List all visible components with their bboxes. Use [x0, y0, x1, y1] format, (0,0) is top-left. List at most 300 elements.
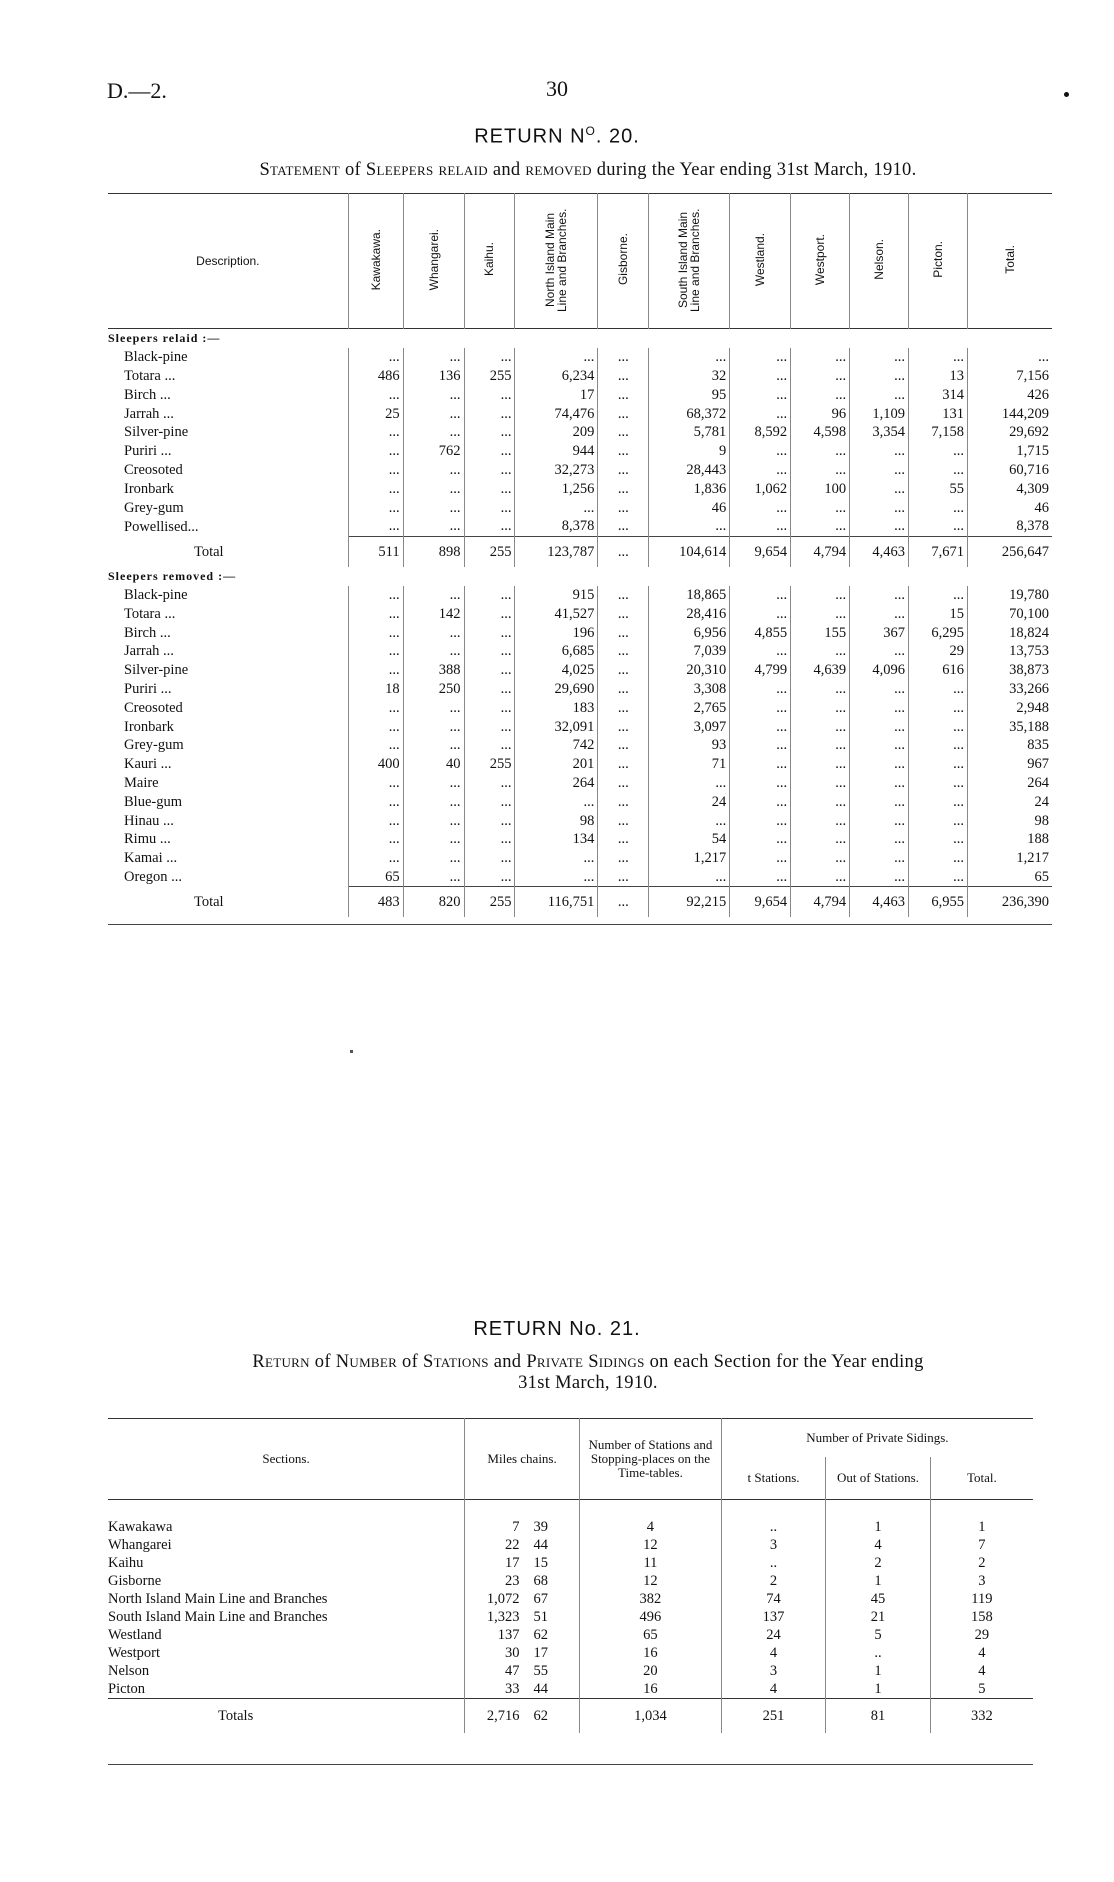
table-cell: ...	[730, 698, 791, 717]
table-cell: 33,266	[967, 680, 1052, 699]
row-label: Grey-gum	[124, 499, 184, 516]
table-cell: 820	[403, 887, 464, 918]
table-cell: ...	[850, 498, 909, 517]
stations-table	[108, 1418, 1033, 1733]
table-cell: 15	[909, 604, 968, 623]
table-cell: 32,273	[515, 461, 598, 480]
table-cell: 1,836	[649, 479, 730, 498]
table-cell: 6,295	[909, 623, 968, 642]
row-label: Black-pine	[124, 349, 188, 366]
table-cell: ...	[850, 811, 909, 830]
table-cell: ...	[791, 604, 850, 623]
table-row	[108, 1590, 1033, 1608]
table-cell: ...	[649, 348, 730, 367]
table-cell: 1,323	[465, 1608, 526, 1626]
table-cell: 134	[515, 830, 598, 849]
table-cell: ...	[909, 586, 968, 605]
table-cell: 100	[791, 479, 850, 498]
table-cell: 131	[909, 404, 968, 423]
table-cell: 255	[464, 536, 515, 567]
table-cell: 8,592	[730, 423, 791, 442]
table-cell: ...	[348, 423, 403, 442]
table-cell: ...	[909, 442, 968, 461]
table-row	[108, 404, 1052, 423]
table-cell: ...	[403, 774, 464, 793]
table-cell: 8,378	[967, 517, 1052, 536]
table-cell: 2,716	[465, 1699, 526, 1734]
table-cell: ...	[598, 536, 649, 567]
table-cell: ...	[909, 348, 968, 367]
table-cell: 1	[826, 1518, 930, 1536]
table-cell: 483	[348, 887, 403, 918]
table-cell: 35,188	[967, 717, 1052, 736]
table-row	[108, 1536, 1033, 1554]
table-cell: ...	[464, 517, 515, 536]
table-cell: ...	[403, 461, 464, 480]
total-row	[108, 887, 1052, 918]
table-cell: ...	[791, 811, 850, 830]
table-cell: ...	[850, 461, 909, 480]
table-row	[108, 1518, 1033, 1536]
table-cell: 264	[515, 774, 598, 793]
table-cell: 314	[909, 385, 968, 404]
table-cell: 22	[465, 1536, 526, 1554]
statement-word: during the Year ending 31st March, 1910.	[596, 160, 917, 180]
table-cell: ...	[791, 442, 850, 461]
table-cell: 4	[580, 1518, 722, 1536]
table-cell: ...	[730, 717, 791, 736]
section-name: Whangarei	[108, 1537, 172, 1553]
col-description: Description.	[196, 254, 260, 268]
table-cell: 9,654	[730, 536, 791, 567]
table-cell: ...	[791, 698, 850, 717]
table-cell: ...	[850, 479, 909, 498]
table-cell: ...	[464, 717, 515, 736]
table-cell: ...	[730, 868, 791, 887]
table-cell: 7,156	[967, 367, 1052, 386]
section-name: Westland	[108, 1627, 162, 1643]
table-row	[108, 604, 1052, 623]
table-cell: 47	[465, 1662, 526, 1680]
table-row	[108, 1662, 1033, 1680]
table-cell: ...	[730, 461, 791, 480]
table-cell: 511	[348, 536, 403, 567]
table-cell: 32,091	[515, 717, 598, 736]
table-cell: ...	[464, 736, 515, 755]
table-cell: 28,416	[649, 604, 730, 623]
table-cell: 92,215	[649, 887, 730, 918]
table-cell: 4	[826, 1536, 930, 1554]
table-cell: ...	[598, 423, 649, 442]
row-label: Jarrah ...	[124, 643, 174, 660]
table-cell: 8,378	[515, 517, 598, 536]
col-sections: Sections.	[262, 1451, 310, 1466]
table-cell: 46	[649, 498, 730, 517]
table-cell: ..	[826, 1644, 930, 1662]
table-cell: ...	[464, 385, 515, 404]
col-picton: Picton.	[909, 194, 968, 329]
table-cell: ...	[348, 661, 403, 680]
table-cell: 62	[526, 1699, 580, 1734]
table-cell: 616	[909, 661, 968, 680]
table-cell: 1	[826, 1662, 930, 1680]
col-miles-chains: Miles chains.	[465, 1419, 580, 1500]
table-cell: 29,690	[515, 680, 598, 699]
table-cell: ...	[649, 811, 730, 830]
table-cell: 255	[464, 887, 515, 918]
row-label: Silver-pine	[124, 424, 189, 441]
table-cell: 142	[403, 604, 464, 623]
table-cell: 1,715	[967, 442, 1052, 461]
table-row	[108, 517, 1052, 536]
row-label: Black-pine	[124, 586, 188, 603]
table-cell: ...	[791, 774, 850, 793]
col-north-island: North Island Main Line and Branches.	[515, 194, 598, 329]
table-cell: ...	[464, 642, 515, 661]
table-cell: ...	[850, 868, 909, 887]
table-cell: ...	[403, 811, 464, 830]
table-cell: 155	[791, 623, 850, 642]
table-cell: ...	[730, 404, 791, 423]
table-cell: ...	[598, 517, 649, 536]
table-row	[108, 1554, 1033, 1572]
table-cell: 81	[826, 1699, 930, 1734]
table-cell: 7,039	[649, 642, 730, 661]
table-cell: ...	[967, 348, 1052, 367]
table-cell: ...	[850, 348, 909, 367]
table-cell: 5	[826, 1626, 930, 1644]
row-label: Kamai ...	[124, 850, 178, 867]
table-cell: 255	[464, 755, 515, 774]
table-cell: 32	[649, 367, 730, 386]
table-cell: 68	[533, 1573, 549, 1589]
table-cell: 62	[533, 1627, 549, 1643]
table-cell: 1,217	[649, 849, 730, 868]
table-cell: ...	[909, 774, 968, 793]
table-cell: ...	[791, 498, 850, 517]
table-cell: 382	[580, 1590, 722, 1608]
table-cell: ...	[403, 642, 464, 661]
section-name: Westport	[108, 1645, 160, 1661]
table-cell: 68,372	[649, 404, 730, 423]
page-number: 30	[546, 76, 568, 101]
table-cell: ...	[464, 680, 515, 699]
row-label: Rimu ...	[124, 831, 171, 848]
table-row	[108, 623, 1052, 642]
table-cell: ...	[464, 792, 515, 811]
table-cell: 2	[721, 1572, 825, 1590]
table-cell: ...	[598, 367, 649, 386]
table-cell: ...	[464, 811, 515, 830]
table-cell: 45	[826, 1590, 930, 1608]
table-row	[108, 423, 1052, 442]
table-row	[108, 461, 1052, 480]
table-cell: ...	[464, 604, 515, 623]
table-row	[108, 442, 1052, 461]
row-label: Total	[194, 543, 224, 560]
table-cell: ...	[730, 755, 791, 774]
table-row	[108, 348, 1052, 367]
table-cell: ...	[909, 517, 968, 536]
table-cell: 1	[826, 1680, 930, 1699]
table-cell: 15	[533, 1555, 549, 1571]
table-cell: 29	[930, 1626, 1033, 1644]
table-row	[108, 1680, 1033, 1699]
table-cell: 6,956	[649, 623, 730, 642]
table-cell: ...	[464, 830, 515, 849]
table-row	[108, 680, 1052, 699]
table-cell: 388	[403, 661, 464, 680]
table-cell: ...	[791, 461, 850, 480]
statement-word: Sleepers	[365, 160, 434, 180]
table-cell: ...	[791, 642, 850, 661]
table-cell: 4,309	[967, 479, 1052, 498]
col-whangarei: Whangarei.	[403, 194, 464, 329]
table-row	[108, 367, 1052, 386]
table-cell: ...	[598, 811, 649, 830]
table-cell: 51	[533, 1609, 549, 1625]
table-cell: ...	[403, 404, 464, 423]
table-row	[108, 811, 1052, 830]
table-cell: ...	[464, 623, 515, 642]
table-cell: 30	[465, 1644, 526, 1662]
table-cell: 2	[826, 1554, 930, 1572]
table-cell: ...	[403, 385, 464, 404]
table-cell: ...	[464, 348, 515, 367]
table-cell: ...	[850, 385, 909, 404]
table-cell: 3	[930, 1572, 1033, 1590]
table-cell: 6,685	[515, 642, 598, 661]
table-cell: 4,794	[791, 887, 850, 918]
table-cell: 4,463	[850, 536, 909, 567]
table-cell: ...	[598, 498, 649, 517]
table-cell: ...	[730, 736, 791, 755]
section-name: Gisborne	[108, 1573, 162, 1589]
table-cell: ...	[730, 586, 791, 605]
table-cell: ...	[850, 642, 909, 661]
table-cell: ...	[909, 849, 968, 868]
table-cell: 98	[967, 811, 1052, 830]
table-cell: ...	[730, 385, 791, 404]
table-cell: 18	[348, 680, 403, 699]
table-cell: ...	[598, 792, 649, 811]
table-cell: 65	[967, 868, 1052, 887]
page-ref: D.—2.	[107, 78, 167, 103]
table-cell: 835	[967, 736, 1052, 755]
table-cell: ...	[730, 680, 791, 699]
col-private-sidings: Number of Private Sidings.	[721, 1419, 1033, 1458]
table-cell: 255	[464, 367, 515, 386]
table-cell: ...	[348, 774, 403, 793]
section-name: Picton	[108, 1681, 146, 1697]
table-cell: 29,692	[967, 423, 1052, 442]
row-label: Blue-gum	[124, 793, 182, 810]
table-cell: 332	[930, 1699, 1033, 1734]
return21-heading: Return of Number of Stations and Private Sidings on each Section for the Year ending 31st March, 1910.	[252, 1352, 924, 1393]
return20-title-sup: O	[585, 124, 596, 138]
table-cell: ...	[730, 642, 791, 661]
statement-word: and	[492, 160, 521, 180]
table-cell: 2,948	[967, 698, 1052, 717]
table-cell: 250	[403, 680, 464, 699]
section-name: Totals	[108, 1699, 465, 1734]
table-cell: ...	[598, 604, 649, 623]
table-cell: ...	[791, 755, 850, 774]
table-cell: ...	[348, 811, 403, 830]
table-cell: ...	[850, 717, 909, 736]
spacer-row	[108, 1500, 1033, 1519]
table-cell: ...	[791, 367, 850, 386]
table-cell: 1,062	[730, 479, 791, 498]
table-cell: ...	[598, 868, 649, 887]
table-cell: 24	[721, 1626, 825, 1644]
total-row	[108, 536, 1052, 567]
table-cell: 3,354	[850, 423, 909, 442]
table-cell: 898	[403, 536, 464, 567]
table-cell: 70,100	[967, 604, 1052, 623]
table-cell: 209	[515, 423, 598, 442]
statement-word: relaid	[438, 160, 488, 180]
table-cell: 12	[580, 1572, 722, 1590]
table-row	[108, 792, 1052, 811]
table-cell: 1,072	[465, 1590, 526, 1608]
table-row	[108, 849, 1052, 868]
table-row	[108, 774, 1052, 793]
table-cell: 137	[465, 1626, 526, 1644]
table-cell: ...	[403, 423, 464, 442]
table-cell: 28,443	[649, 461, 730, 480]
table-cell: 60,716	[967, 461, 1052, 480]
table-cell: ...	[403, 849, 464, 868]
table-cell: 54	[649, 830, 730, 849]
table-cell: ...	[348, 479, 403, 498]
table-row	[108, 868, 1052, 887]
table-cell: ...	[791, 792, 850, 811]
table-cell: 20	[580, 1662, 722, 1680]
table-cell: ...	[909, 461, 968, 480]
table-cell: 6,234	[515, 367, 598, 386]
row-label: Oregon ...	[124, 869, 182, 886]
table-cell: ...	[403, 517, 464, 536]
sleepers-table	[108, 193, 1052, 917]
table-cell: 3	[721, 1536, 825, 1554]
table-cell: ...	[791, 736, 850, 755]
section-name: South Island Main Line and Branches	[108, 1609, 328, 1625]
table-cell: ...	[464, 404, 515, 423]
row-label: Grey-gum	[124, 737, 184, 754]
table-cell: 496	[580, 1608, 722, 1626]
table-cell: ...	[598, 461, 649, 480]
table-cell: 29	[909, 642, 968, 661]
table-cell: ...	[598, 479, 649, 498]
table-cell: ...	[348, 586, 403, 605]
sleepers-body	[108, 329, 1052, 918]
table-cell: ...	[348, 517, 403, 536]
return20-statement	[108, 160, 1068, 181]
col-kaihu: Kaihu.	[464, 194, 515, 329]
table-cell: ...	[598, 698, 649, 717]
table-cell: 55	[533, 1663, 549, 1679]
table-cell: ...	[598, 755, 649, 774]
table-cell: ...	[464, 661, 515, 680]
table-cell: 33	[465, 1680, 526, 1699]
table-cell: 116,751	[515, 887, 598, 918]
table-cell: 1,034	[580, 1699, 722, 1734]
table-cell: 367	[850, 623, 909, 642]
table-cell: 13	[909, 367, 968, 386]
table-cell: ...	[464, 461, 515, 480]
table-cell: 104,614	[649, 536, 730, 567]
section-heading: Sleepers relaid :—	[108, 331, 221, 346]
table-cell: ...	[730, 811, 791, 830]
table-row	[108, 642, 1052, 661]
table-cell: 65	[348, 868, 403, 887]
table-cell: ...	[850, 755, 909, 774]
table-cell: ...	[403, 736, 464, 755]
table-cell: ...	[909, 868, 968, 887]
table-cell: ...	[598, 348, 649, 367]
table-cell: 12	[580, 1536, 722, 1554]
table-row	[108, 1626, 1033, 1644]
table-cell: 486	[348, 367, 403, 386]
table-cell: ...	[791, 680, 850, 699]
row-label: Puriri ...	[124, 680, 172, 697]
table-cell: ...	[598, 830, 649, 849]
table-cell: 4,598	[791, 423, 850, 442]
table-cell: ...	[909, 698, 968, 717]
totals-row	[108, 1699, 1033, 1734]
table-cell: 18,824	[967, 623, 1052, 642]
table-cell: ...	[598, 385, 649, 404]
table-cell: 98	[515, 811, 598, 830]
table-cell: 44	[533, 1537, 549, 1553]
table-cell: ...	[403, 698, 464, 717]
table-cell: 20,310	[649, 661, 730, 680]
table-cell: ...	[348, 698, 403, 717]
table-cell: 4,096	[850, 661, 909, 680]
table-cell: ...	[730, 442, 791, 461]
table-cell: ...	[464, 868, 515, 887]
table-cell: 2	[930, 1554, 1033, 1572]
table-cell: 74	[721, 1590, 825, 1608]
table-cell: 25	[348, 404, 403, 423]
table-cell: ...	[464, 849, 515, 868]
table-cell: 21	[826, 1608, 930, 1626]
table-cell: 39	[533, 1519, 549, 1535]
table-cell: ...	[791, 849, 850, 868]
table-cell: 5,781	[649, 423, 730, 442]
table-row	[108, 698, 1052, 717]
table-cell: ...	[464, 586, 515, 605]
table-cell: 4,025	[515, 661, 598, 680]
row-label: Totara ...	[124, 367, 176, 384]
table-cell: 2,765	[649, 698, 730, 717]
table-cell: 251	[721, 1699, 825, 1734]
table-cell: ...	[730, 517, 791, 536]
table-cell: ...	[598, 404, 649, 423]
table-cell: 1	[930, 1518, 1033, 1536]
table-cell: ...	[348, 498, 403, 517]
row-label: Creosoted	[124, 461, 183, 478]
table-cell: ...	[791, 717, 850, 736]
table-cell: ...	[850, 586, 909, 605]
statement-word: removed	[525, 160, 592, 180]
table-cell: 7,671	[909, 536, 968, 567]
margin-dot	[1064, 92, 1069, 97]
row-label: Powellised...	[124, 518, 199, 535]
table-row	[108, 717, 1052, 736]
table-cell: ...	[403, 586, 464, 605]
